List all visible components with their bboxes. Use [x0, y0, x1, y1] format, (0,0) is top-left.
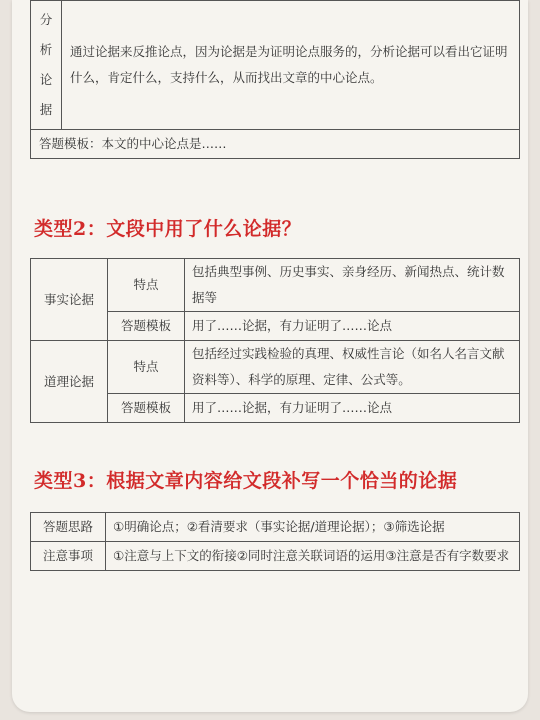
analysis-table: [30, 0, 520, 159]
page-sheet: [12, 0, 528, 712]
row-text: ①注意与上下文的衔接②同时注意关联词语的运用③注意是否有字数要求: [106, 542, 520, 571]
row-text: ①明确论点；②看清要求（事实论据/道理论据）；③筛选论据: [106, 513, 520, 542]
feature-text: 包括经过实践检验的真理、权威性言论（如名人名言文献资料等）、科学的原理、定律、公式等。: [185, 341, 520, 394]
analysis-text: 通过论据来反推论点，因为论据是为证明论点服务的，分析论据可以看出它证明什么，肯定什么，支持什么，从而找出文章的中心论点。: [62, 1, 520, 130]
group-name-fact: 事实论据: [31, 259, 108, 341]
group-name-reason: 道理论据: [31, 341, 108, 423]
template-label: 答题模板: [108, 394, 185, 423]
label-char: 据: [39, 102, 53, 117]
label-char: 析: [39, 42, 53, 57]
template-label: 答题模板: [108, 312, 185, 341]
row-label: 答题思路: [31, 513, 106, 542]
analysis-label: [31, 1, 62, 130]
evidence-types-table: [30, 258, 520, 423]
feature-label: 特点: [108, 259, 185, 312]
label-char: 分: [39, 12, 53, 27]
row-label: 注意事项: [31, 542, 106, 571]
label-char: 论: [39, 72, 53, 87]
feature-label: 特点: [108, 341, 185, 394]
template-text: 用了……论据，有力证明了……论点: [185, 312, 520, 341]
template-text: 用了……论据，有力证明了……论点: [185, 394, 520, 423]
heading-type-3: 类型3：根据文章内容给文段补写一个恰当的论据: [34, 470, 458, 492]
supplement-table: [30, 512, 520, 571]
feature-text: 包括典型事例、历史事实、亲身经历、新闻热点、统计数据等: [185, 259, 520, 312]
analysis-template: 答题模板：本文的中心论点是……: [31, 130, 520, 159]
heading-type-2: 类型2：文段中用了什么论据？: [34, 218, 302, 240]
